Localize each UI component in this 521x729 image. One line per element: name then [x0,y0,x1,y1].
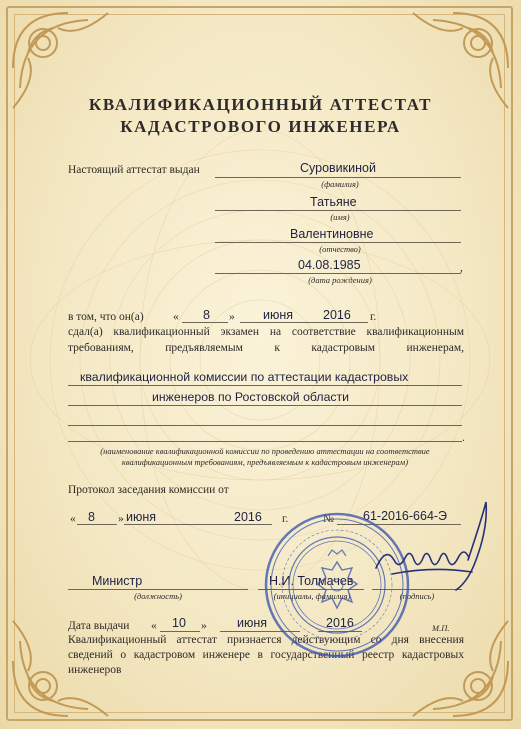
surname-line [215,177,461,178]
commission-caption-line1: (наименование квалификационной комиссии по проведению аттестации на соответствие [100,446,430,456]
protocol-day-line [77,524,117,525]
exam-line3: требованиям, предъявляемым к кадастровым инженерам, [68,342,464,354]
protocol-month-value: июня [126,510,157,524]
protocol-day-value: 8 [88,510,95,524]
commission-period: . [462,432,465,444]
exam-quote-open: « [173,311,179,323]
exam-month-line [240,322,324,323]
birth-date-caption: (дата рождения) [308,275,372,285]
commission-line2: инженеров по Ростовской области [152,390,350,404]
commission-line1-rule [68,385,462,386]
mp-label: М.П. [432,623,450,633]
patronymic-line [215,242,461,243]
protocol-quote-close: » [118,513,124,525]
protocol-number-value: 61-2016-664-Э [363,509,448,523]
issue-quote-open: « [151,620,157,632]
birth-date-value: 04.08.1985 [298,258,361,272]
first-name-caption: (имя) [330,212,350,222]
first-name-line [215,210,461,211]
exam-prefix: в том, что он(а) [68,311,144,323]
birth-date-line [215,273,461,274]
protocol-year-value: 2016 [234,510,262,524]
issue-year-value: 2016 [326,616,354,630]
position-caption: (должность) [134,591,182,601]
protocol-quote-open: « [70,513,76,525]
commission-line1: квалификационной комиссии по аттестации кадастровых [80,370,409,384]
issued-to-label: Настоящий аттестат выдан [68,164,200,176]
exam-year-value: 2016 [323,308,351,322]
certificate-title-line2: КАДАСТРОВОГО ИНЖЕНЕРА [120,117,401,136]
signature-caption: (подпись) [399,591,435,601]
surname-caption: (фамилия) [321,179,359,189]
issue-label: Дата выдачи [68,620,130,632]
signature-icon [372,498,497,593]
exam-day-line [182,322,228,323]
surname-value: Суровикиной [300,161,376,175]
issue-day-value: 10 [172,616,186,630]
patronymic-value: Валентиновне [290,227,374,241]
commission-line3-rule [68,425,462,426]
first-name-value: Татьяне [310,195,357,209]
protocol-number-label: № [323,513,334,525]
signatory-value: Н.И. Толмачев [269,574,354,588]
issue-month-value: июня [237,616,268,630]
patronymic-caption: (отчество) [319,244,361,254]
birth-date-comma: , [460,262,463,274]
exam-line2: сдал(а) квалификационный экзамен на соответствие квалификационным [68,326,464,338]
position-value: Министр [92,574,143,588]
exam-year-line [316,322,368,323]
commission-caption-line2: квалификационным требованиям, предъявляемым к кадастровым инженерам) [121,457,409,467]
exam-day-value: 8 [203,308,210,322]
protocol-label: Протокол заседания комиссии от [68,484,229,496]
exam-month-value: июня [263,308,294,322]
signatory-caption: (инициалы, фамилия) [273,591,351,601]
issue-day-line [160,631,200,632]
issue-quote-close: » [201,620,207,632]
protocol-year-suffix: г. [282,513,289,525]
position-line [68,589,248,590]
exam-quote-close: » [229,311,235,323]
protocol-month-line [124,524,228,525]
certificate-title-line1: КВАЛИФИКАЦИОННЫЙ АТТЕСТАТ [88,95,433,114]
exam-year-suffix: г. [370,311,377,323]
validity-text: Квалификационный аттестат признается действующим со дня внесения сведений о кадастровом инженере в государственный реестр кадастровых инженеров [68,634,464,676]
commission-line2-rule [68,405,462,406]
commission-line4-rule [68,441,462,442]
